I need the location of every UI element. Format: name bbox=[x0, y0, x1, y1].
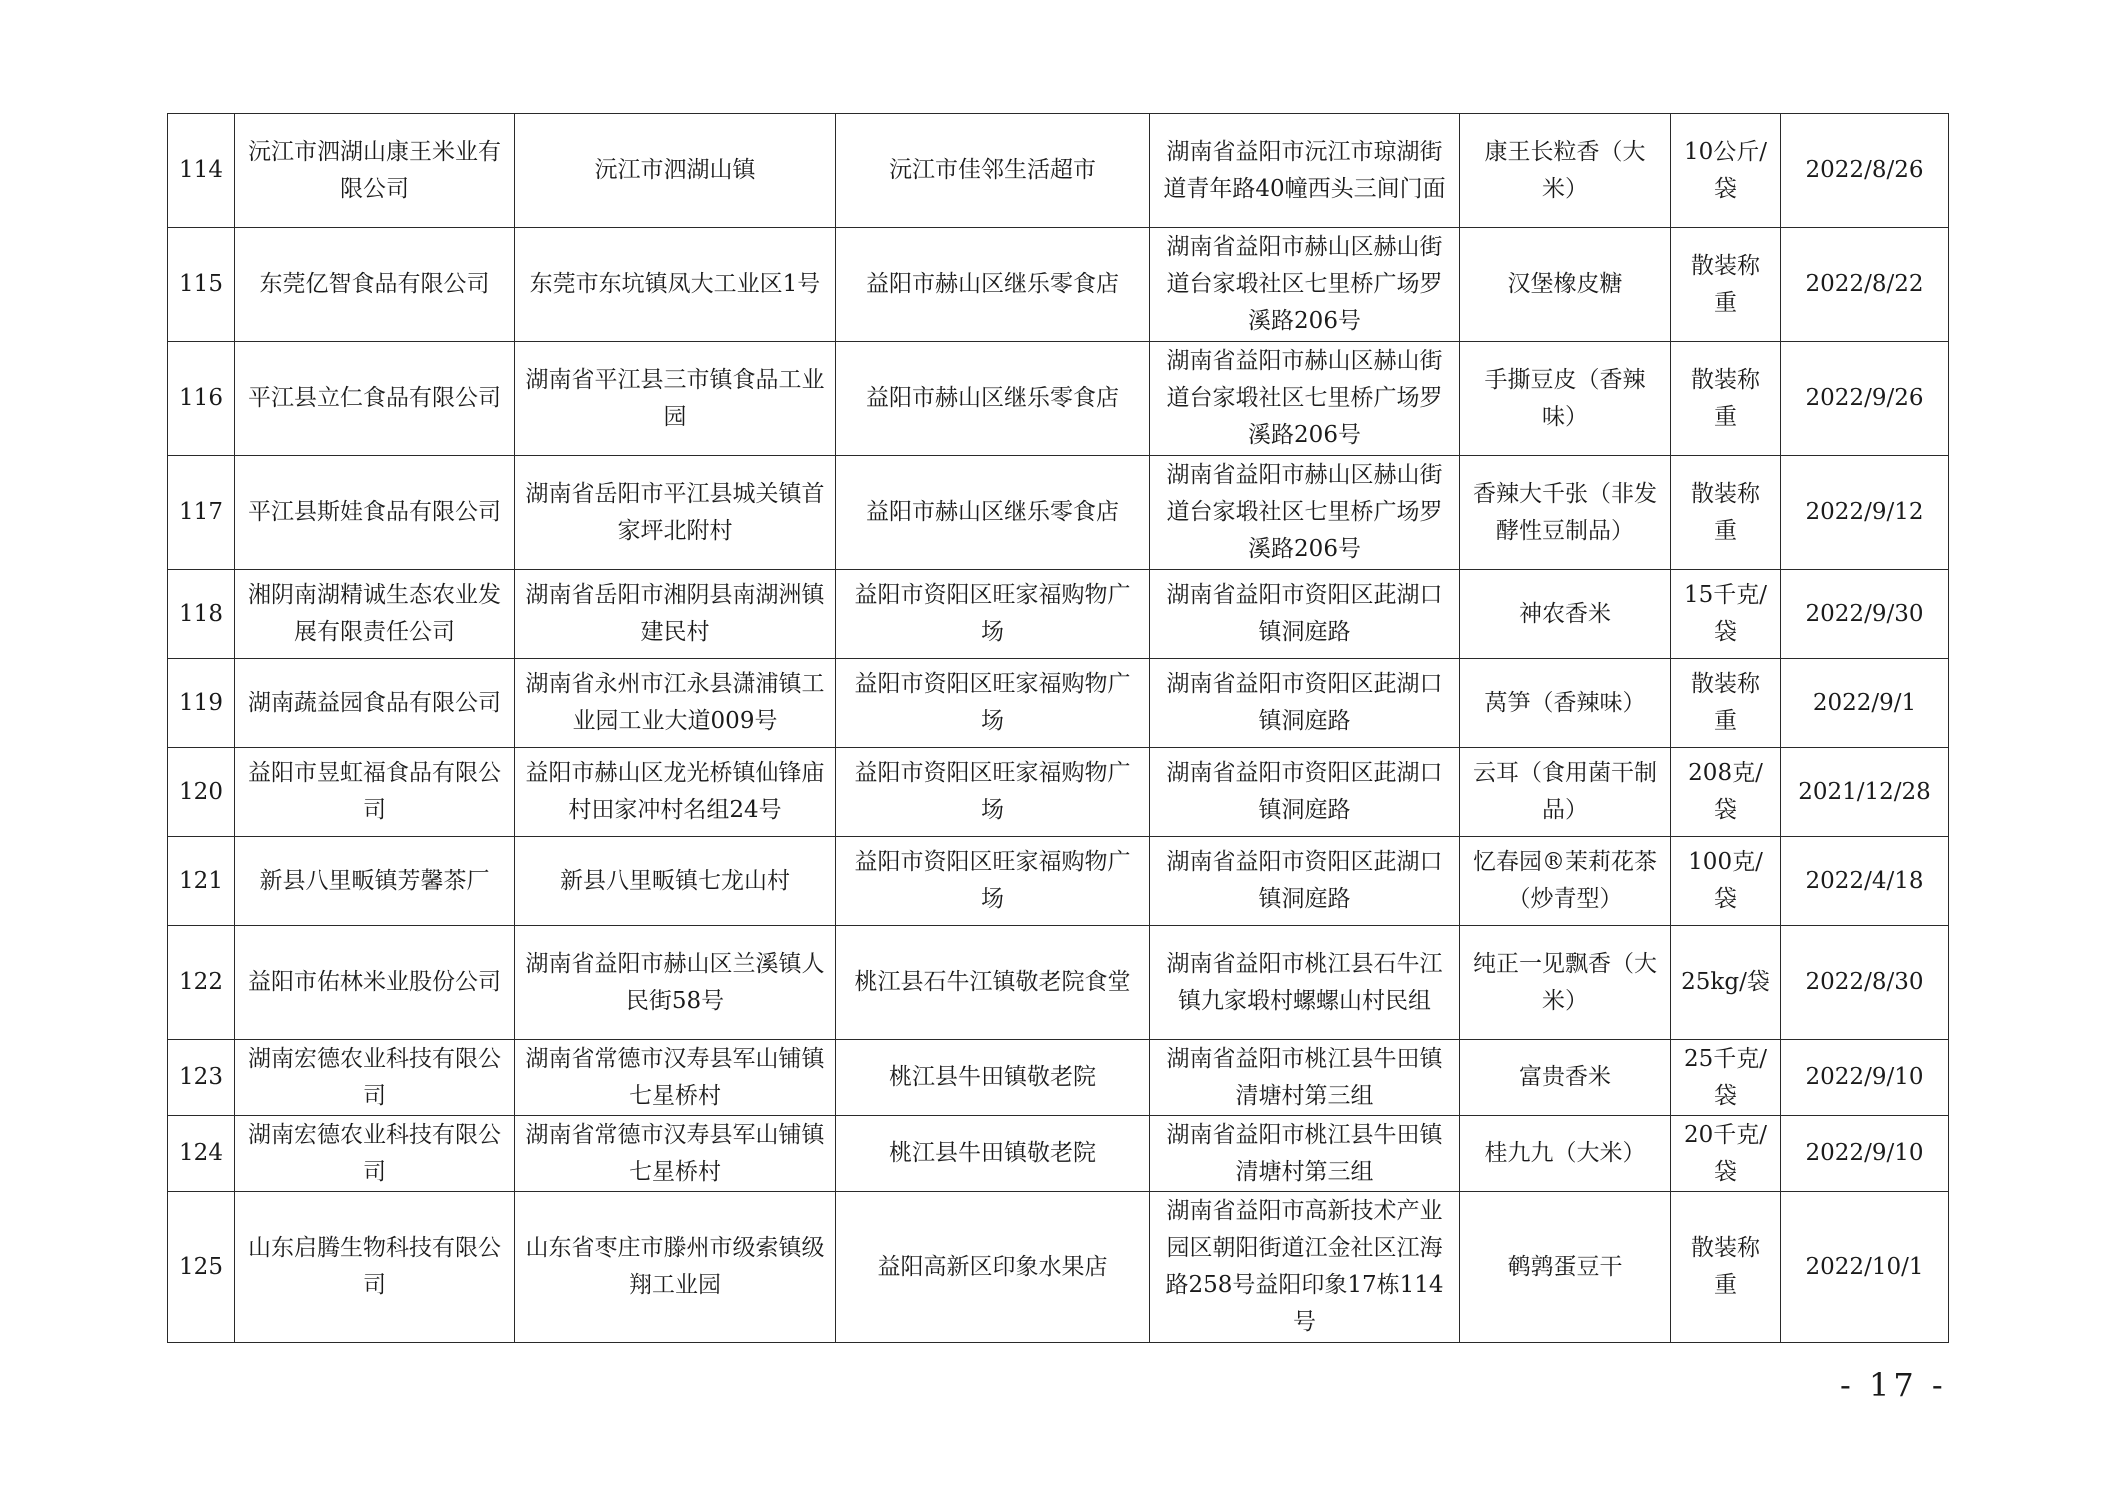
production-date: 2022/4/18 bbox=[1781, 837, 1949, 926]
sampled-unit: 益阳市赫山区继乐零食店 bbox=[836, 456, 1150, 570]
table-row bbox=[168, 1040, 1949, 1116]
table-row bbox=[168, 456, 1949, 570]
production-date: 2022/9/1 bbox=[1781, 659, 1949, 748]
producer-address: 湖南省益阳市赫山区兰溪镇人民街58号 bbox=[515, 926, 836, 1040]
sampled-unit: 益阳市资阳区旺家福购物广场 bbox=[836, 570, 1150, 659]
table-row bbox=[168, 926, 1949, 1040]
table-row bbox=[168, 114, 1949, 228]
product-name: 康王长粒香（大米） bbox=[1460, 114, 1671, 228]
sampled-unit: 益阳市赫山区继乐零食店 bbox=[836, 228, 1150, 342]
sampled-unit: 桃江县牛田镇敬老院 bbox=[836, 1040, 1150, 1116]
production-date: 2022/9/26 bbox=[1781, 342, 1949, 456]
sampled-address: 湖南省益阳市资阳区茈湖口镇洞庭路 bbox=[1150, 659, 1460, 748]
row-number: 116 bbox=[168, 342, 235, 456]
producer-address: 湖南省岳阳市平江县城关镇首家坪北附村 bbox=[515, 456, 836, 570]
product-spec: 20千克/袋 bbox=[1671, 1116, 1781, 1192]
row-number: 122 bbox=[168, 926, 235, 1040]
table-row bbox=[168, 1192, 1949, 1343]
sampled-address: 湖南省益阳市桃江县石牛江镇九家塅村螺螺山村民组 bbox=[1150, 926, 1460, 1040]
sampled-address: 湖南省益阳市桃江县牛田镇清塘村第三组 bbox=[1150, 1116, 1460, 1192]
sampled-address: 湖南省益阳市资阳区茈湖口镇洞庭路 bbox=[1150, 748, 1460, 837]
production-date: 2022/9/12 bbox=[1781, 456, 1949, 570]
producer-name: 平江县斯娃食品有限公司 bbox=[235, 456, 515, 570]
sampled-unit: 益阳市资阳区旺家福购物广场 bbox=[836, 748, 1150, 837]
production-date: 2022/8/30 bbox=[1781, 926, 1949, 1040]
product-name: 富贵香米 bbox=[1460, 1040, 1671, 1116]
producer-address: 湖南省岳阳市湘阴县南湖洲镇建民村 bbox=[515, 570, 836, 659]
product-name: 神农香米 bbox=[1460, 570, 1671, 659]
product-name: 手撕豆皮（香辣味） bbox=[1460, 342, 1671, 456]
production-date: 2022/9/10 bbox=[1781, 1040, 1949, 1116]
sampled-address: 湖南省益阳市资阳区茈湖口镇洞庭路 bbox=[1150, 570, 1460, 659]
table-row bbox=[168, 570, 1949, 659]
producer-address: 湖南省常德市汉寿县军山铺镇七星桥村 bbox=[515, 1116, 836, 1192]
sampling-records-table bbox=[167, 113, 1949, 1343]
production-date: 2022/8/22 bbox=[1781, 228, 1949, 342]
sampled-unit: 益阳市资阳区旺家福购物广场 bbox=[836, 659, 1150, 748]
sampled-address: 湖南省益阳市赫山区赫山街道台家塅社区七里桥广场罗溪路206号 bbox=[1150, 228, 1460, 342]
producer-name: 东莞亿智食品有限公司 bbox=[235, 228, 515, 342]
table-row bbox=[168, 837, 1949, 926]
producer-address: 湖南省平江县三市镇食品工业园 bbox=[515, 342, 836, 456]
product-name: 香辣大千张（非发酵性豆制品） bbox=[1460, 456, 1671, 570]
product-name: 纯正一见飘香（大米） bbox=[1460, 926, 1671, 1040]
sampled-unit: 沅江市佳邻生活超市 bbox=[836, 114, 1150, 228]
producer-name: 新县八里畈镇芳馨茶厂 bbox=[235, 837, 515, 926]
row-number: 119 bbox=[168, 659, 235, 748]
producer-address: 东莞市东坑镇凤大工业区1号 bbox=[515, 228, 836, 342]
table-row bbox=[168, 1116, 1949, 1192]
producer-address: 益阳市赫山区龙光桥镇仙锋庙村田家冲村名组24号 bbox=[515, 748, 836, 837]
sampled-address: 湖南省益阳市赫山区赫山街道台家塅社区七里桥广场罗溪路206号 bbox=[1150, 456, 1460, 570]
table-row bbox=[168, 342, 1949, 456]
product-spec: 25kg/袋 bbox=[1671, 926, 1781, 1040]
product-spec: 10公斤/袋 bbox=[1671, 114, 1781, 228]
product-name: 莴笋（香辣味） bbox=[1460, 659, 1671, 748]
producer-name: 益阳市佑林米业股份公司 bbox=[235, 926, 515, 1040]
sampled-address: 湖南省益阳市桃江县牛田镇清塘村第三组 bbox=[1150, 1040, 1460, 1116]
row-number: 117 bbox=[168, 456, 235, 570]
product-spec: 25千克/袋 bbox=[1671, 1040, 1781, 1116]
row-number: 118 bbox=[168, 570, 235, 659]
table-body bbox=[168, 114, 1949, 1343]
producer-address: 湖南省永州市江永县潇浦镇工业园工业大道009号 bbox=[515, 659, 836, 748]
table-row bbox=[168, 659, 1949, 748]
sampled-unit: 益阳高新区印象水果店 bbox=[836, 1192, 1150, 1343]
row-number: 115 bbox=[168, 228, 235, 342]
producer-address: 新县八里畈镇七龙山村 bbox=[515, 837, 836, 926]
production-date: 2021/12/28 bbox=[1781, 748, 1949, 837]
row-number: 121 bbox=[168, 837, 235, 926]
product-spec: 208克/袋 bbox=[1671, 748, 1781, 837]
producer-name: 山东启腾生物科技有限公司 bbox=[235, 1192, 515, 1343]
product-spec: 15千克/袋 bbox=[1671, 570, 1781, 659]
producer-name: 益阳市昱虹福食品有限公司 bbox=[235, 748, 515, 837]
product-spec: 散装称重 bbox=[1671, 228, 1781, 342]
producer-name: 湖南蔬益园食品有限公司 bbox=[235, 659, 515, 748]
table-row bbox=[168, 748, 1949, 837]
producer-name: 湘阴南湖精诚生态农业发展有限责任公司 bbox=[235, 570, 515, 659]
page-number: - 17 - bbox=[1840, 1366, 1947, 1404]
producer-name: 沅江市泗湖山康王米业有限公司 bbox=[235, 114, 515, 228]
sampled-address: 湖南省益阳市资阳区茈湖口镇洞庭路 bbox=[1150, 837, 1460, 926]
sampled-unit: 桃江县牛田镇敬老院 bbox=[836, 1116, 1150, 1192]
producer-name: 湖南宏德农业科技有限公司 bbox=[235, 1116, 515, 1192]
product-name: 汉堡橡皮糖 bbox=[1460, 228, 1671, 342]
product-spec: 100克/袋 bbox=[1671, 837, 1781, 926]
production-date: 2022/9/10 bbox=[1781, 1116, 1949, 1192]
product-spec: 散装称重 bbox=[1671, 659, 1781, 748]
product-name: 忆春园®茉莉花茶（炒青型） bbox=[1460, 837, 1671, 926]
sampled-address: 湖南省益阳市高新技术产业园区朝阳街道江金社区江海路258号益阳印象17栋114号 bbox=[1150, 1192, 1460, 1343]
production-date: 2022/8/26 bbox=[1781, 114, 1949, 228]
sampled-unit: 益阳市赫山区继乐零食店 bbox=[836, 342, 1150, 456]
producer-address: 沅江市泗湖山镇 bbox=[515, 114, 836, 228]
product-name: 桂九九（大米） bbox=[1460, 1116, 1671, 1192]
sampled-unit: 益阳市资阳区旺家福购物广场 bbox=[836, 837, 1150, 926]
sampled-address: 湖南省益阳市沅江市琼湖街道青年路40幢西头三间门面 bbox=[1150, 114, 1460, 228]
product-spec: 散装称重 bbox=[1671, 456, 1781, 570]
product-spec: 散装称重 bbox=[1671, 1192, 1781, 1343]
row-number: 114 bbox=[168, 114, 235, 228]
production-date: 2022/9/30 bbox=[1781, 570, 1949, 659]
row-number: 120 bbox=[168, 748, 235, 837]
row-number: 125 bbox=[168, 1192, 235, 1343]
producer-name: 湖南宏德农业科技有限公司 bbox=[235, 1040, 515, 1116]
product-name: 鹌鹑蛋豆干 bbox=[1460, 1192, 1671, 1343]
producer-name: 平江县立仁食品有限公司 bbox=[235, 342, 515, 456]
row-number: 124 bbox=[168, 1116, 235, 1192]
product-spec: 散装称重 bbox=[1671, 342, 1781, 456]
sampled-unit: 桃江县石牛江镇敬老院食堂 bbox=[836, 926, 1150, 1040]
production-date: 2022/10/1 bbox=[1781, 1192, 1949, 1343]
table-row bbox=[168, 228, 1949, 342]
producer-address: 湖南省常德市汉寿县军山铺镇七星桥村 bbox=[515, 1040, 836, 1116]
row-number: 123 bbox=[168, 1040, 235, 1116]
sampled-address: 湖南省益阳市赫山区赫山街道台家塅社区七里桥广场罗溪路206号 bbox=[1150, 342, 1460, 456]
product-name: 云耳（食用菌干制品） bbox=[1460, 748, 1671, 837]
producer-address: 山东省枣庄市滕州市级索镇级翔工业园 bbox=[515, 1192, 836, 1343]
